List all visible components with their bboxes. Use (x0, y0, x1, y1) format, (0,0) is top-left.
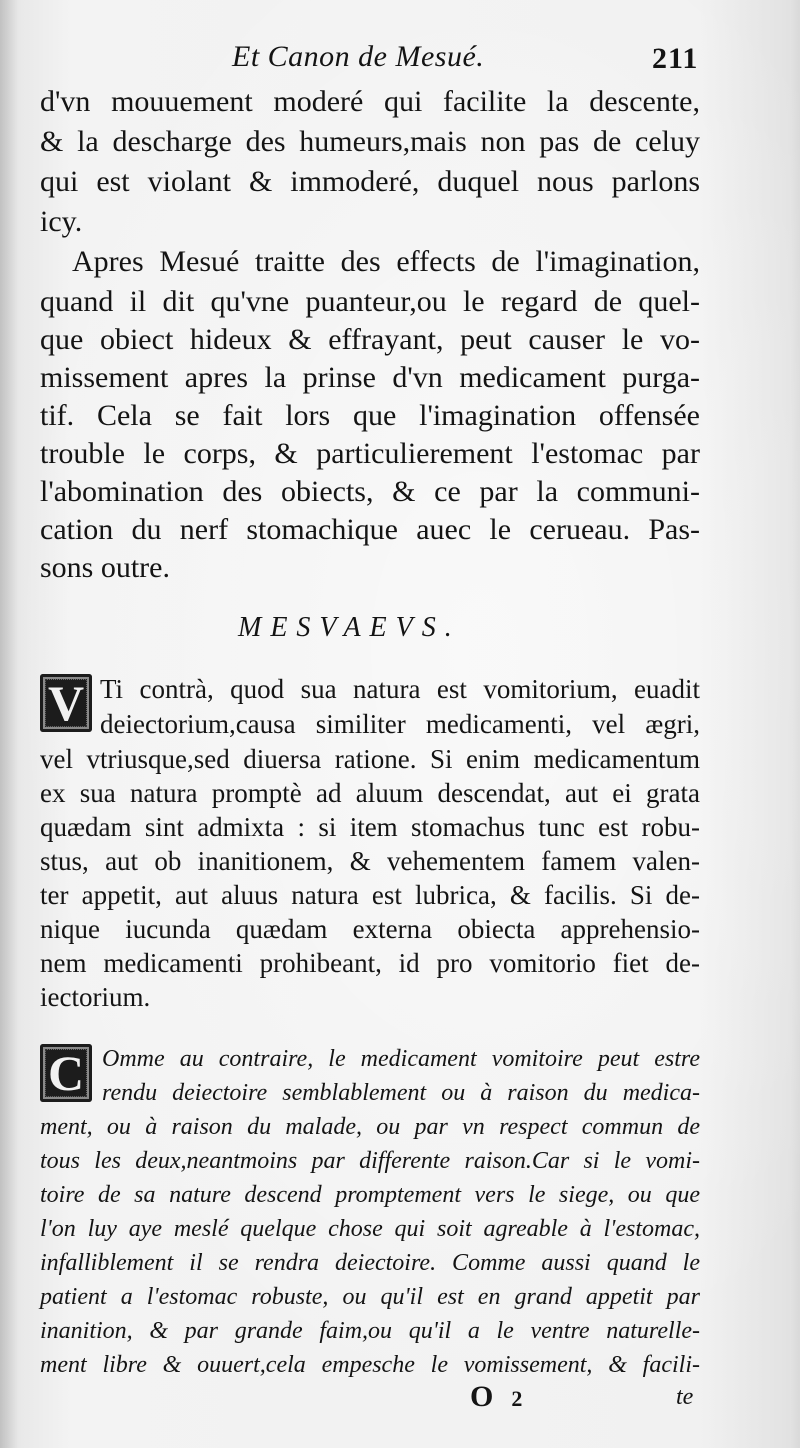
section-heading: MESVAEVS. (238, 612, 461, 643)
text-line: icy. (40, 205, 83, 238)
text-line: d'vn mouuement moderé qui facilite la descente, (40, 85, 700, 118)
text-line: que obiect hideux & effrayant, peut causer le vo- (40, 323, 700, 356)
catchword: te (676, 1384, 694, 1410)
latin-line: stus, aut ob inanitionem, & vehementem famem valen- (40, 846, 700, 876)
italic-line: rendu deiectoire semblablement ou à raison du medica- (102, 1080, 700, 1106)
gutter-shadow (0, 0, 18, 1448)
latin-line: iectorium. (40, 982, 151, 1012)
text-line: qui est violant & immoderé, duquel nous parlons (40, 165, 700, 198)
italic-line: inanition, & par grande faim,ou qu'il a le ventre naturelle- (40, 1318, 700, 1344)
latin-line: quædam sint admixta : si item stomachus tunc est robu- (40, 812, 700, 842)
signature-letter: O (470, 1380, 494, 1413)
text-line: Apres Mesué traitte des effects de l'imagination, (72, 245, 700, 278)
running-title: Et Canon de Mesué. (232, 40, 485, 73)
text-line: cation du nerf stomachique auec le cerueau. Pas- (40, 513, 700, 546)
decorated-initial: C (40, 1044, 92, 1102)
text-line: tif. Cela se fait lors que l'imagination offensée (40, 399, 700, 432)
italic-line: ment libre & ouuert,cela empesche le vomissement, & facili- (40, 1352, 700, 1378)
latin-line: ex sua natura promptè ad aluum descendat, aut ei grata (40, 778, 700, 808)
latin-line: deiectorium,causa similiter medicamenti, vel ægri, (100, 709, 700, 739)
text-line: missement apres la prinse d'vn medicament purga- (40, 361, 700, 394)
text-line: & la descharge des humeurs,mais non pas de celuy (40, 125, 700, 158)
latin-line: Ti contrà, quod sua natura est vomitorium, euadit (100, 674, 700, 704)
latin-line: ter appetit, aut aluus natura est lubrica, & facilis. Si de- (40, 880, 700, 910)
italic-line: toire de sa nature descend promptement vers le siege, ou que (40, 1182, 700, 1208)
italic-line: l'on luy aye meslé quelque chose qui soit agreable à l'estomac, (40, 1216, 700, 1242)
italic-line: patient a l'estomac robuste, ou qu'il est en grand appetit par (40, 1284, 700, 1310)
text-line: sons outre. (40, 551, 170, 584)
italic-line: tous les deux,neantmoins par differente raison.Car si le vomi- (40, 1148, 700, 1174)
italic-line: ment, ou à raison du malade, ou par vn respect commun de (40, 1114, 700, 1140)
latin-line: nique iucunda quædam externa obiecta apprehensio- (40, 914, 700, 944)
text-line: l'abomination des obiects, & ce par la communi- (40, 475, 700, 508)
italic-line: Omme au contraire, le medicament vomitoire peut estre (102, 1046, 700, 1072)
text-line: quand il dit qu'vne puanteur,ou le regard de quel- (40, 285, 700, 318)
signature-mark (470, 1380, 522, 1414)
latin-line: nem medicamenti prohibeant, id pro vomitorio fiet de- (40, 948, 700, 978)
decorated-initial: V (40, 674, 92, 732)
signature-number: 2 (511, 1386, 523, 1411)
page-number: 211 (652, 42, 699, 75)
italic-line: infalliblement il se rendra deiectoire. Comme aussi quand le (40, 1250, 700, 1276)
text-line: trouble le corps, & particulierement l'estomac par (40, 437, 700, 470)
latin-line: vel vtriusque,sed diuersa ratione. Si enim medicamentum (40, 744, 700, 774)
